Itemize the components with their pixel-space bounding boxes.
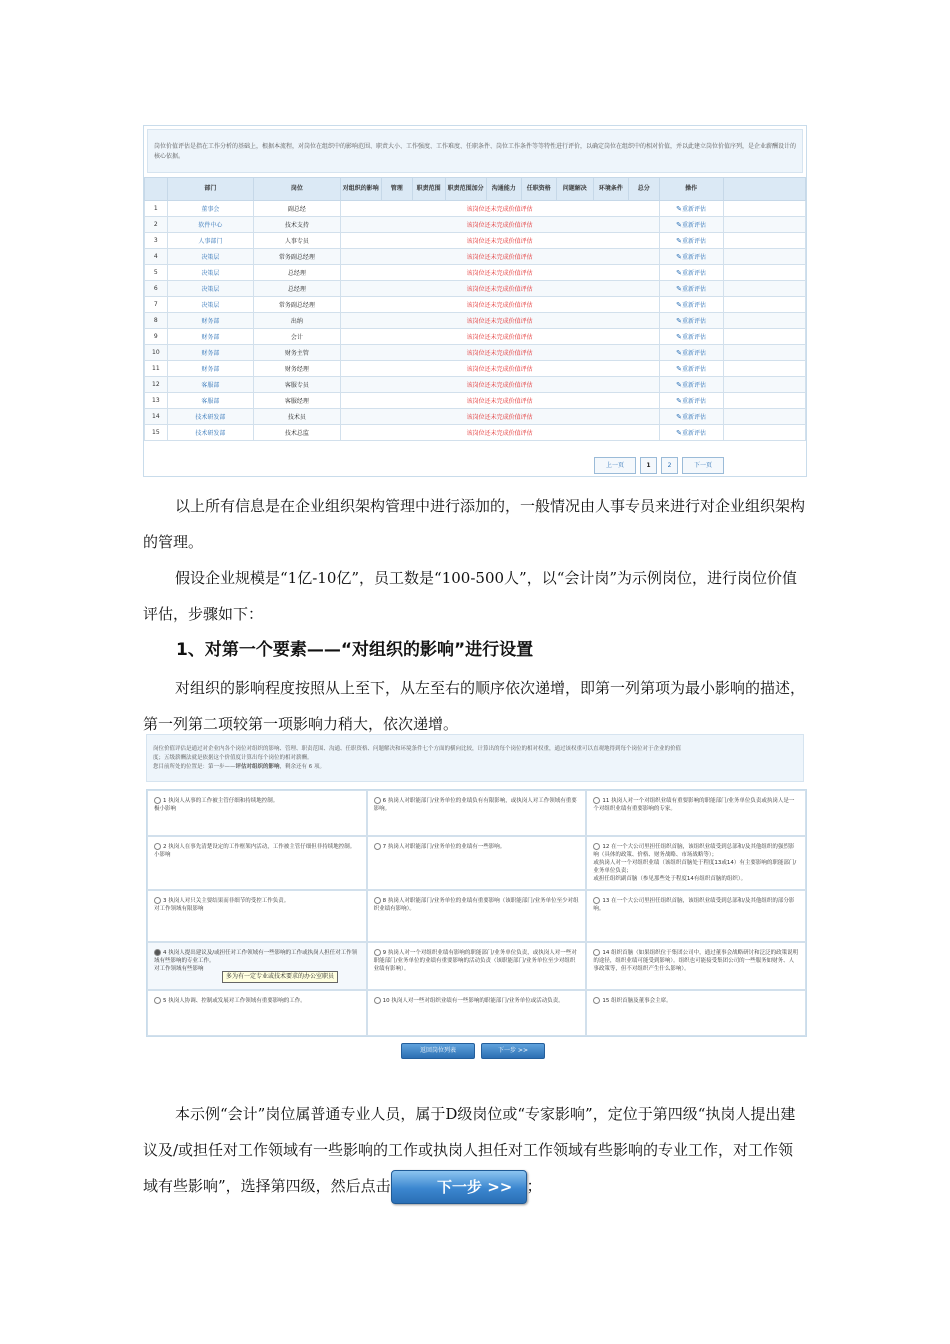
option-text: 15 组织首脑及董事会主席。	[602, 998, 672, 1004]
paragraph-4	[143, 1096, 807, 1204]
empty-cell	[723, 249, 805, 265]
table-row	[145, 297, 806, 313]
post-cell: 技术总监	[254, 425, 340, 441]
empty-cell	[723, 409, 805, 425]
status-cell: 该岗位还未完成价值评估	[340, 265, 659, 281]
status-cell: 该岗位还未完成价值评估	[340, 425, 659, 441]
empty-cell	[723, 265, 805, 281]
empty-cell	[723, 201, 805, 217]
post-cell: 常务副总经理	[254, 249, 340, 265]
department-cell: 决策层	[167, 249, 253, 265]
reevaluate-link[interactable]	[659, 265, 723, 281]
radio-icon[interactable]	[374, 843, 381, 850]
empty-cell	[723, 393, 805, 409]
reevaluate-label: 重新评估	[682, 430, 707, 437]
post-list-screenshot	[143, 125, 807, 477]
row-index: 12	[145, 377, 168, 393]
table-row	[145, 393, 806, 409]
table-row	[145, 409, 806, 425]
reevaluate-label: 重新评估	[682, 398, 707, 405]
pencil-icon: ✎	[676, 365, 683, 373]
current-step: 评估对组织的影响	[235, 764, 280, 770]
status-cell: 该岗位还未完成价值评估	[340, 329, 659, 345]
position-label: 您目前所处的位置是：第一步——	[153, 764, 236, 770]
reevaluate-link[interactable]	[659, 361, 723, 377]
pencil-icon: ✎	[676, 317, 683, 325]
pencil-icon: ✎	[676, 429, 683, 437]
status-cell: 该岗位还未完成价值评估	[340, 361, 659, 377]
intro-line-1: 岗位价值评估是通过对企业内各个岗位对组织的影响、管理、职责范围、沟通、任职资格、问题解决和环境条件七个方面的横向比较，计算出的每个岗位的相对权重，通过该权重可以直观地得到每个岗位对于企业的价值	[153, 746, 682, 752]
department-cell: 财务部	[167, 329, 253, 345]
evaluation-screenshot	[143, 731, 807, 1061]
reevaluate-link[interactable]	[659, 233, 723, 249]
radio-icon[interactable]	[374, 897, 381, 904]
option-text: 1 执岗人从事的工作被主管仔细和持续地控制。 极小影响	[154, 798, 279, 812]
empty-cell	[723, 361, 805, 377]
small-next-button[interactable]: 下一步 >>	[481, 1043, 545, 1059]
reevaluate-label: 重新评估	[682, 366, 707, 373]
table-row	[145, 217, 806, 233]
table-row	[145, 265, 806, 281]
option-text: 8 执岗人对职能部门/业务单位的业绩有重要影响（该职能部门/业务单位至少对组织业绩有影响）。	[373, 898, 579, 912]
impact-option[interactable]	[367, 836, 587, 890]
row-index: 5	[145, 265, 168, 281]
radio-icon[interactable]	[374, 997, 381, 1004]
reevaluate-label: 重新评估	[682, 222, 707, 229]
impact-option[interactable]	[147, 836, 367, 890]
status-cell: 该岗位还未完成价值评估	[340, 313, 659, 329]
row-index: 7	[145, 297, 168, 313]
table-row	[145, 377, 806, 393]
option-text: 13 在一个大公司里担任组织首脑，该组织业绩受到总部和/及其他组织的部分影响。	[593, 898, 795, 912]
table-row	[145, 281, 806, 297]
empty-cell	[723, 345, 805, 361]
reevaluate-label: 重新评估	[682, 318, 707, 325]
pencil-icon: ✎	[676, 413, 683, 421]
paragraph-4-end: ；	[526, 1177, 542, 1195]
reevaluate-link[interactable]	[659, 313, 723, 329]
radio-icon[interactable]	[154, 949, 161, 956]
empty-cell	[723, 233, 805, 249]
row-index: 8	[145, 313, 168, 329]
post-table	[144, 177, 806, 441]
reevaluate-label: 重新评估	[682, 302, 707, 309]
post-cell: 财务主管	[254, 345, 340, 361]
department-cell: 财务部	[167, 345, 253, 361]
department-cell: 技术研发部	[167, 425, 253, 441]
row-index: 14	[145, 409, 168, 425]
inline-next-button[interactable]: 下一步 >>	[391, 1170, 527, 1204]
department-cell: 软件中心	[167, 217, 253, 233]
option-text: 5 执岗人协调、控制或发展对工作领域有重要影响的工作。	[163, 998, 306, 1004]
radio-icon[interactable]	[593, 797, 600, 804]
reevaluate-label: 重新评估	[682, 238, 707, 245]
table-row	[145, 313, 806, 329]
impact-option[interactable]	[367, 890, 587, 942]
remaining-count: ，剩余还有 6 项。	[279, 764, 326, 770]
department-cell: 客服部	[167, 377, 253, 393]
reevaluate-label: 重新评估	[682, 382, 707, 389]
pencil-icon: ✎	[676, 285, 683, 293]
pencil-icon: ✎	[676, 269, 683, 277]
column-header: 沟通能力	[486, 178, 521, 201]
option-text: 2 执岗人在事先清楚设定的工作框架内活动，工作被主管仔细但非持续地控制。 小影响	[154, 844, 356, 858]
status-cell: 该岗位还未完成价值评估	[340, 233, 659, 249]
status-cell: 该岗位还未完成价值评估	[340, 249, 659, 265]
department-cell: 决策层	[167, 297, 253, 313]
reevaluate-label: 重新评估	[682, 334, 707, 341]
reevaluate-label: 重新评估	[682, 254, 707, 261]
column-header: 岗位	[254, 178, 340, 201]
post-cell: 总经理	[254, 265, 340, 281]
column-header: 问题解决	[556, 178, 593, 201]
reevaluate-link[interactable]	[659, 425, 723, 441]
row-index: 9	[145, 329, 168, 345]
status-cell: 该岗位还未完成价值评估	[340, 377, 659, 393]
post-cell: 技术支持	[254, 217, 340, 233]
table-row	[145, 329, 806, 345]
pagination	[594, 457, 724, 474]
reevaluate-link[interactable]	[659, 409, 723, 425]
post-cell: 财务经理	[254, 361, 340, 377]
list-intro: 岗位价值评估是指在工作分析的基础上，根据本流程，对岗位在组织中的影响范围、职责大小、工作强度、工作难度、任职条件、岗位工作条件等等特性进行评价，以确定岗位在组织中的相对价值，并以此建立岗位价值序列，是企业薪酬设计的核心依据。	[147, 129, 803, 173]
step-heading: 1、对第一个要素——“对组织的影响”进行设置	[176, 640, 534, 660]
reevaluate-link[interactable]	[659, 201, 723, 217]
status-cell: 该岗位还未完成价值评估	[340, 409, 659, 425]
row-index: 13	[145, 393, 168, 409]
post-cell: 出纳	[254, 313, 340, 329]
column-header-blank	[723, 178, 805, 201]
department-cell: 董事会	[167, 201, 253, 217]
empty-cell	[723, 329, 805, 345]
option-text: 10 执岗人对一些对组织业绩有一些影响的职能部门/业务单位或活动负责。	[382, 998, 564, 1004]
post-cell: 客服专员	[254, 377, 340, 393]
pencil-icon: ✎	[676, 349, 683, 357]
impact-option[interactable]	[586, 790, 806, 836]
option-tooltip: 多为有一定专业或技术要求的办公室职员	[222, 971, 338, 983]
department-cell: 财务部	[167, 361, 253, 377]
intro-line-3	[153, 763, 797, 772]
pencil-icon: ✎	[676, 381, 683, 389]
department-cell: 人事部门	[167, 233, 253, 249]
option-text: 14 组织首脑（如果组织位于集团公司中，通过董事会战略研讨和泛泛的政策说明的途径，组织业绩可能受到影响）。组织也可能接受集团公司的一些服务如财务、人事政策等，但不对组织产生什么影响）。	[593, 950, 799, 972]
radio-icon[interactable]	[154, 997, 161, 1004]
row-index: 6	[145, 281, 168, 297]
radio-icon[interactable]	[154, 897, 161, 904]
reevaluate-link[interactable]	[659, 249, 723, 265]
paragraph-2: 假设企业规模是“1亿-10亿”，员工数是“100-500人”，以“会计岗”为示例岗位，进行岗位价值评估，步骤如下：	[143, 569, 798, 623]
prev-page-button[interactable]: 上一页	[594, 457, 636, 474]
radio-icon[interactable]	[154, 843, 161, 850]
row-index: 3	[145, 233, 168, 249]
reevaluate-label: 重新评估	[682, 350, 707, 357]
pencil-icon: ✎	[676, 333, 683, 341]
option-text: 9 执岗人对一个对组织业绩有影响的职能部门/业务单位负责，或执岗人对一些对职能部门/业务单位的业绩有重要影响的活动负责（该职能部门/业务单位至少对组织业绩有影响）。	[373, 950, 577, 972]
reevaluate-link[interactable]	[659, 329, 723, 345]
post-cell: 总经理	[254, 281, 340, 297]
post-cell: 人事专员	[254, 233, 340, 249]
option-text: 6 执岗人对职能部门/业务单位的业绩负有有限影响，或执岗人对工作领域有重要影响。	[373, 798, 577, 812]
radio-icon[interactable]	[374, 949, 381, 956]
department-cell: 决策层	[167, 281, 253, 297]
status-cell: 该岗位还未完成价值评估	[340, 345, 659, 361]
post-cell: 会计	[254, 329, 340, 345]
table-row	[145, 233, 806, 249]
department-cell: 技术研发部	[167, 409, 253, 425]
radio-icon[interactable]	[593, 897, 600, 904]
impact-option[interactable]	[586, 990, 806, 1036]
row-index: 4	[145, 249, 168, 265]
paragraph-1: 以上所有信息是在企业组织架构管理中进行添加的，一般情况由人事专员来进行对企业组织架构的管理。	[143, 497, 806, 551]
row-index: 15	[145, 425, 168, 441]
table-header-row	[145, 178, 806, 201]
department-cell: 决策层	[167, 265, 253, 281]
intro-line-2: 度；五级薪酬法就是依据这个价值度计算出每个岗位的相对薪酬。	[153, 755, 313, 761]
row-index: 2	[145, 217, 168, 233]
reevaluate-link[interactable]	[659, 297, 723, 313]
impact-option[interactable]	[367, 790, 587, 836]
option-text: 7 执岗人对职能部门/业务单位的业绩有一些影响。	[382, 844, 506, 850]
empty-cell	[723, 297, 805, 313]
status-cell: 该岗位还未完成价值评估	[340, 281, 659, 297]
row-index: 1	[145, 201, 168, 217]
empty-cell	[723, 313, 805, 329]
option-text: 3 执岗人对只关主要结果而非细节的受控工作负责。 对工作领域有限影响	[154, 898, 290, 912]
empty-cell	[723, 377, 805, 393]
column-header: 部门	[167, 178, 253, 201]
column-header: 职责范围加分	[445, 178, 486, 201]
post-cell: 副总经	[254, 201, 340, 217]
post-cell: 常务副总经理	[254, 297, 340, 313]
reevaluate-link[interactable]	[659, 281, 723, 297]
reevaluate-label: 重新评估	[682, 270, 707, 277]
impact-option[interactable]	[147, 790, 367, 836]
page-1-button[interactable]: 1	[640, 457, 657, 474]
table-row	[145, 361, 806, 377]
option-text: 11 执岗人对一个对组织业绩有重要影响的职能部门/业务单位负责或执岗人是一个对组织业绩有重要影响的专家。	[593, 798, 795, 812]
back-to-list-button[interactable]: 返回岗位列表	[401, 1043, 475, 1059]
pencil-icon: ✎	[676, 253, 683, 261]
radio-icon[interactable]	[593, 997, 600, 1004]
column-header: 职责范围	[412, 178, 445, 201]
pencil-icon: ✎	[676, 237, 683, 245]
department-cell: 客服部	[167, 393, 253, 409]
reevaluate-link[interactable]	[659, 217, 723, 233]
column-header: 环境条件	[593, 178, 628, 201]
column-header: 管理	[381, 178, 412, 201]
table-row	[145, 249, 806, 265]
pencil-icon: ✎	[676, 221, 683, 229]
paragraph-3: 对组织的影响程度按照从上至下，从左至右的顺序依次递增，即第一列第项为最小影响的描述，第一列第二项较第一项影响力稍大，依次递增。	[143, 679, 806, 733]
impact-options-grid	[146, 789, 807, 1037]
column-header: 总分	[628, 178, 659, 201]
column-header: 操作	[659, 178, 723, 201]
reevaluate-label: 重新评估	[682, 286, 707, 293]
impact-option[interactable]	[147, 990, 367, 1036]
table-row	[145, 425, 806, 441]
column-header	[145, 178, 168, 201]
pencil-icon: ✎	[676, 301, 683, 309]
evaluation-intro	[146, 734, 804, 782]
option-text: 12 在一个大公司里担任组织首脑，该组织业绩受到总部和/及其他组织的强烈影响（具体的政策、价格、财务战略、市场战略等）； 或执岗人对一个对组织业绩（该组织首脑处于程度13或14）有主要影响的职能部门/业务单位负责； 或担任组织副首脑（参见那些处于程度14有组织首脑的组织）。	[593, 844, 797, 882]
empty-cell	[723, 281, 805, 297]
row-index: 11	[145, 361, 168, 377]
table-row	[145, 201, 806, 217]
column-header: 任职资格	[521, 178, 556, 201]
status-cell: 该岗位还未完成价值评估	[340, 297, 659, 313]
impact-option[interactable]	[586, 890, 806, 942]
option-text: 4 执岗人提出建议及/或担任对工作领域有一些影响的工作或执岗人担任对工作领域有些影响的专业工作。 对工作领域有些影响	[154, 950, 358, 972]
reevaluate-label: 重新评估	[682, 206, 707, 213]
radio-icon[interactable]	[593, 949, 600, 956]
evaluation-buttons	[401, 1043, 545, 1059]
impact-option[interactable]	[147, 942, 367, 990]
radio-icon[interactable]	[374, 797, 381, 804]
reevaluate-label: 重新评估	[682, 414, 707, 421]
radio-icon[interactable]	[593, 843, 600, 850]
status-cell: 该岗位还未完成价值评估	[340, 201, 659, 217]
impact-option[interactable]	[586, 836, 806, 890]
impact-option[interactable]	[586, 942, 806, 990]
pencil-icon: ✎	[676, 205, 683, 213]
reevaluate-link[interactable]	[659, 345, 723, 361]
reevaluate-link[interactable]	[659, 393, 723, 409]
status-cell: 该岗位还未完成价值评估	[340, 217, 659, 233]
empty-cell	[723, 425, 805, 441]
pencil-icon: ✎	[676, 397, 683, 405]
next-page-button[interactable]: 下一页	[682, 457, 724, 474]
status-cell: 该岗位还未完成价值评估	[340, 393, 659, 409]
post-cell: 技术员	[254, 409, 340, 425]
reevaluate-link[interactable]	[659, 377, 723, 393]
post-cell: 客服经理	[254, 393, 340, 409]
column-header: 对组织的影响	[340, 178, 381, 201]
empty-cell	[723, 217, 805, 233]
impact-option[interactable]	[367, 990, 587, 1036]
impact-option[interactable]	[367, 942, 587, 990]
paragraph-4-text: 本示例“会计”岗位属普通专业人员，属于D级岗位或“专家影响”，定位于第四级“执岗人提出建议及/或担任对工作领域有一些影响的工作或执岗人担任对工作领域有些影响的专业工作，对工作领域有些影响”，选择第四级，然后点击	[143, 1105, 796, 1195]
department-cell: 财务部	[167, 313, 253, 329]
table-row	[145, 345, 806, 361]
page-2-button[interactable]: 2	[661, 457, 678, 474]
impact-option[interactable]	[147, 890, 367, 942]
radio-icon[interactable]	[154, 797, 161, 804]
row-index: 10	[145, 345, 168, 361]
